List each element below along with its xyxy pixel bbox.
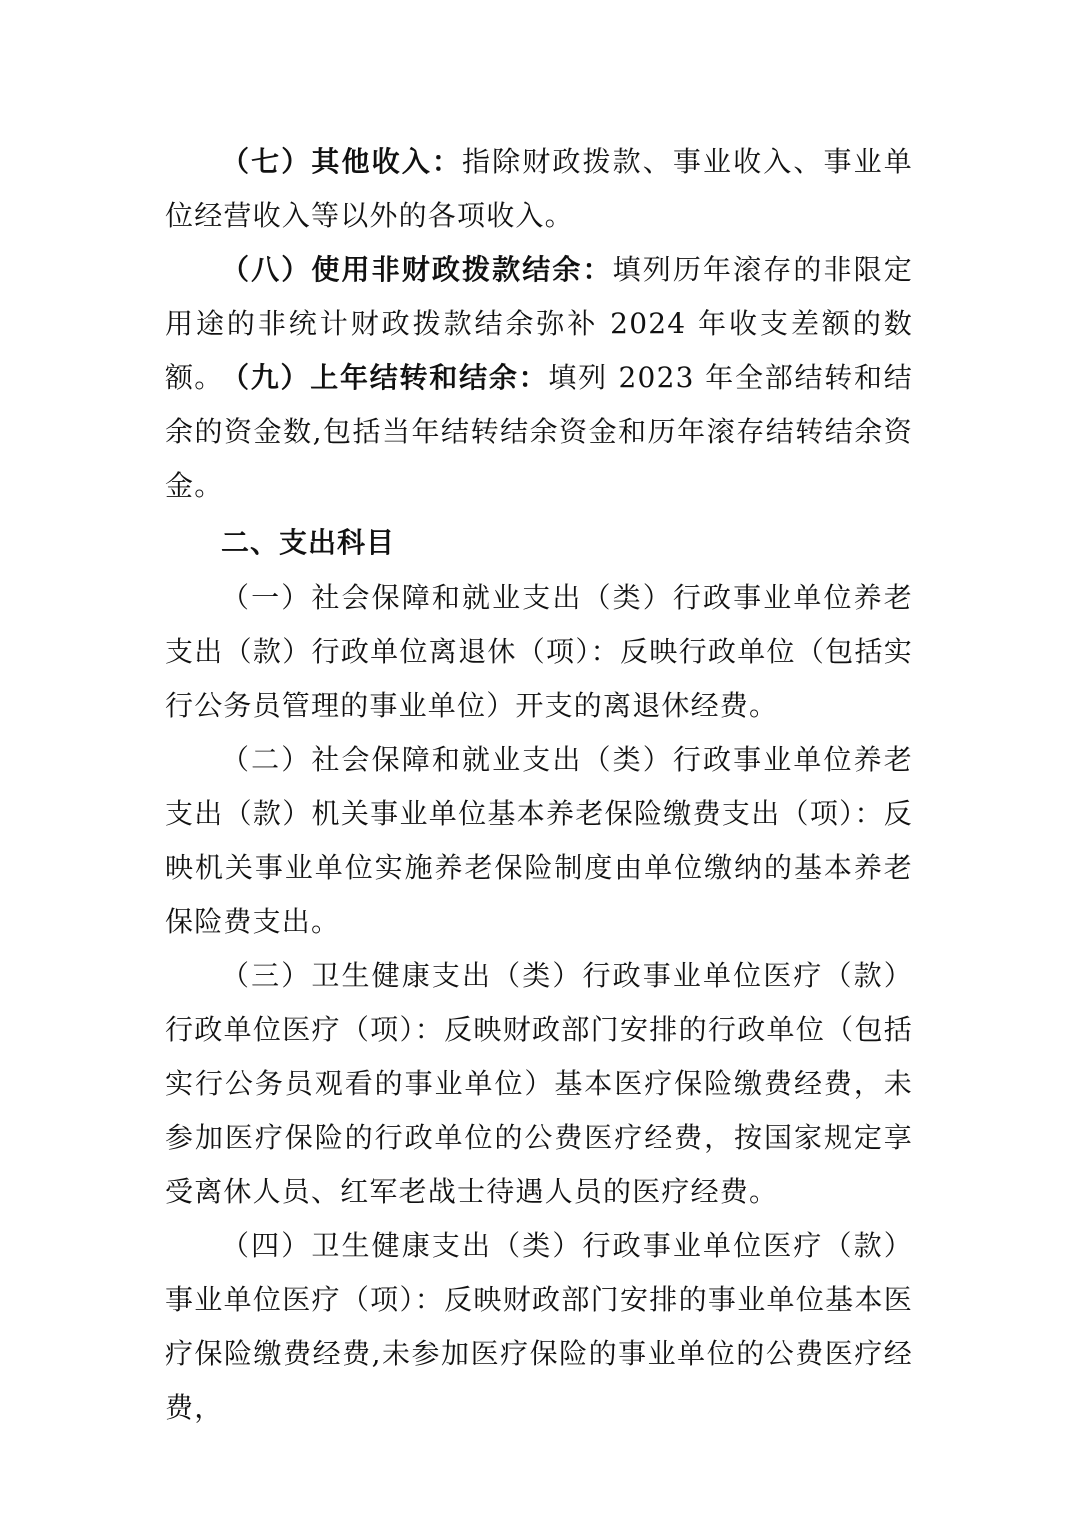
item-label: （八）使用非财政拨款结余： [221,253,613,286]
expense-item-2: （二）社会保障和就业支出（类）行政事业单位养老支出（款）机关事业单位基本养老保险缴费支出（项）：反映机关事业单位实施养老保险制度由单位缴纳的基本养老保险费支出。 [165,743,913,938]
income-item-carryover [165,351,913,513]
income-item-other [165,135,913,243]
item-text: 指除财政拨款、事业收入、事业单位经营收入等以外的各项收入。 [165,145,913,232]
item-label: （七）其他收入： [221,145,463,178]
item-text: 填列 2023 年全部结转和结余的资金数,包括当年结转结余资金和历年滚存结转结余资金。 [165,361,914,502]
item-label: （九）上年结转和结余： [221,361,549,394]
expense-item-4: （四）卫生健康支出（类）行政事业单位医疗（款）事业单位医疗（项）：反映财政部门安排的事业单位基本医疗保险缴费经费,未参加医疗保险的事业单位的公费医疗经费， [165,1229,913,1424]
expense-item-1: （一）社会保障和就业支出（类）行政事业单位养老支出（款）行政单位离退休（项）：反映行政单位（包括实行公务员管理的事业单位）开支的离退休经费。 [165,581,913,722]
expense-item-3: （三）卫生健康支出（类）行政事业单位医疗（款）行政单位医疗（项）：反映财政部门安排的行政单位（包括实行公务员观看的事业单位）基本医疗保险缴费经费，未参加医疗保险的行政单位的公费医疗经费，按国家规定享受离休人员、红军老战士待遇人员的医疗经费。 [165,959,913,1208]
item-text: 填列历年滚存的非限定用途的非统计财政拨款结余弥补 2024 年收支差额的数额。 [165,253,913,394]
section-heading-expense: 二、支出科目 [221,526,396,559]
